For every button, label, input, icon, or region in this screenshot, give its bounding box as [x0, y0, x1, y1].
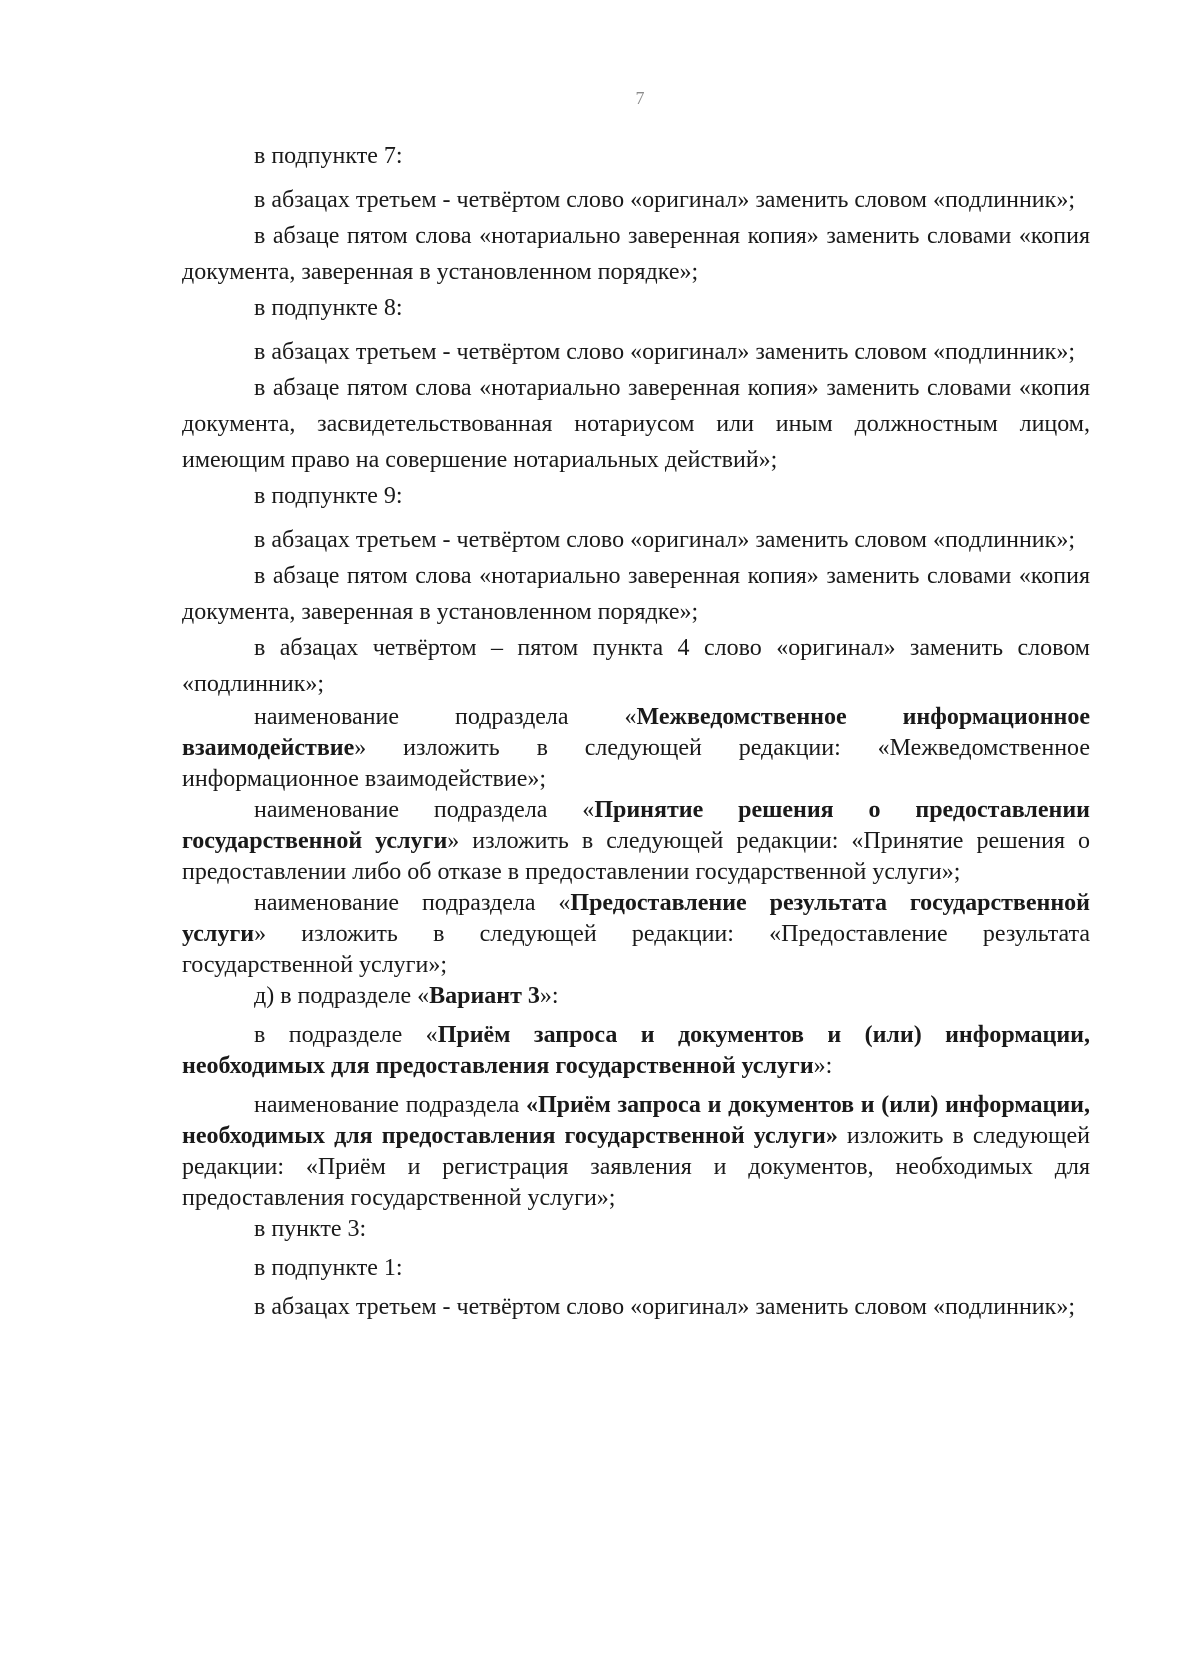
- text-run: изложить в следующей редакции: «Приём и регистрация заявления и документов, необходимых для предоставления государственной услуги»;: [182, 1123, 1090, 1211]
- text-run: в абзацах четвёртом – пятом пункта 4 слово «оригинал» заменить словом «подлинник»;: [182, 635, 1090, 697]
- paragraph: [182, 981, 1090, 1012]
- text-run: в абзацах третьем - четвёртом слово «оригинал» заменить словом «подлинник»;: [254, 1294, 1075, 1320]
- text-run: »:: [813, 1053, 833, 1079]
- paragraph: [182, 138, 1090, 174]
- paragraph: [182, 182, 1090, 218]
- paragraph: [182, 888, 1090, 981]
- text-run: наименование подраздела «: [254, 704, 637, 730]
- paragraph: [182, 334, 1090, 370]
- text-run: в абзацах третьем - четвёртом слово «оригинал» заменить словом «подлинник»;: [254, 527, 1075, 553]
- text-run: в абзаце пятом слова «нотариально заверенная копия» заменить словами «копия документа, заверенная в установленном порядке»;: [182, 563, 1090, 625]
- paragraph: [182, 218, 1090, 290]
- bold-text: Приём запроса и документов и (или) информации, необходимых для предоставления государственной услуги: [182, 1022, 1090, 1079]
- paragraph: [182, 702, 1090, 795]
- text-run: в подпункте 8:: [254, 295, 403, 321]
- text-run: в подпункте 1:: [254, 1255, 403, 1281]
- paragraph: [182, 1214, 1090, 1245]
- bold-text: «Приём запроса и документов и (или) информации, необходимых для предоставления государственной услуги»: [182, 1092, 1090, 1149]
- bold-text: Межведомственное информационное взаимодействие: [182, 704, 1090, 761]
- paragraph: [182, 558, 1090, 630]
- text-run: в абзаце пятом слова «нотариально заверенная копия» заменить словами «копия документа, заверенная в установленном порядке»;: [182, 223, 1090, 285]
- paragraph: [182, 1292, 1090, 1323]
- text-run: » изложить в следующей редакции: «Предоставление результата государственной услуги»;: [182, 921, 1090, 978]
- paragraph: [182, 630, 1090, 702]
- text-run: наименование подраздела «: [254, 890, 571, 916]
- text-run: » изложить в следующей редакции: «Принятие решения о предоставлении либо об отказе в предоставлении государственной услуги»;: [182, 828, 1090, 885]
- text-run: в подпункте 7:: [254, 143, 403, 169]
- paragraph: [182, 522, 1090, 558]
- text-run: в абзацах третьем - четвёртом слово «оригинал» заменить словом «подлинник»;: [254, 339, 1075, 365]
- text-run: в подразделе «: [254, 1022, 438, 1048]
- paragraph: [182, 1020, 1090, 1082]
- text-run: » изложить в следующей редакции: «Межведомственное информационное взаимодействие»;: [182, 735, 1090, 792]
- bold-text: Вариант 3: [429, 983, 540, 1009]
- paragraph: [182, 1090, 1090, 1214]
- document-body: [182, 138, 1090, 1323]
- text-run: д) в подразделе «: [254, 983, 430, 1009]
- text-run: »:: [539, 983, 559, 1009]
- text-run: в абзаце пятом слова «нотариально заверенная копия» заменить словами «копия документа, засвидетельствованная нотариусом или иным должностным лицом, имеющим право на совершение нотариальных действий»;: [182, 375, 1090, 473]
- text-run: в пункте 3:: [254, 1216, 367, 1242]
- paragraph: [182, 795, 1090, 888]
- bold-text: Предоставление результата государственной услуги: [182, 890, 1090, 947]
- bold-text: Принятие решения о предоставлении государственной услуги: [182, 797, 1090, 854]
- paragraph: [182, 370, 1090, 478]
- text-run: в абзацах третьем - четвёртом слово «оригинал» заменить словом «подлинник»;: [254, 187, 1075, 213]
- paragraph: [182, 478, 1090, 514]
- paragraph: [182, 290, 1090, 326]
- text-run: наименование подраздела: [254, 1092, 526, 1118]
- paragraph: [182, 1253, 1090, 1284]
- text-run: наименование подраздела «: [254, 797, 595, 823]
- text-run: в подпункте 9:: [254, 483, 403, 509]
- page-number: 7: [635, 88, 645, 108]
